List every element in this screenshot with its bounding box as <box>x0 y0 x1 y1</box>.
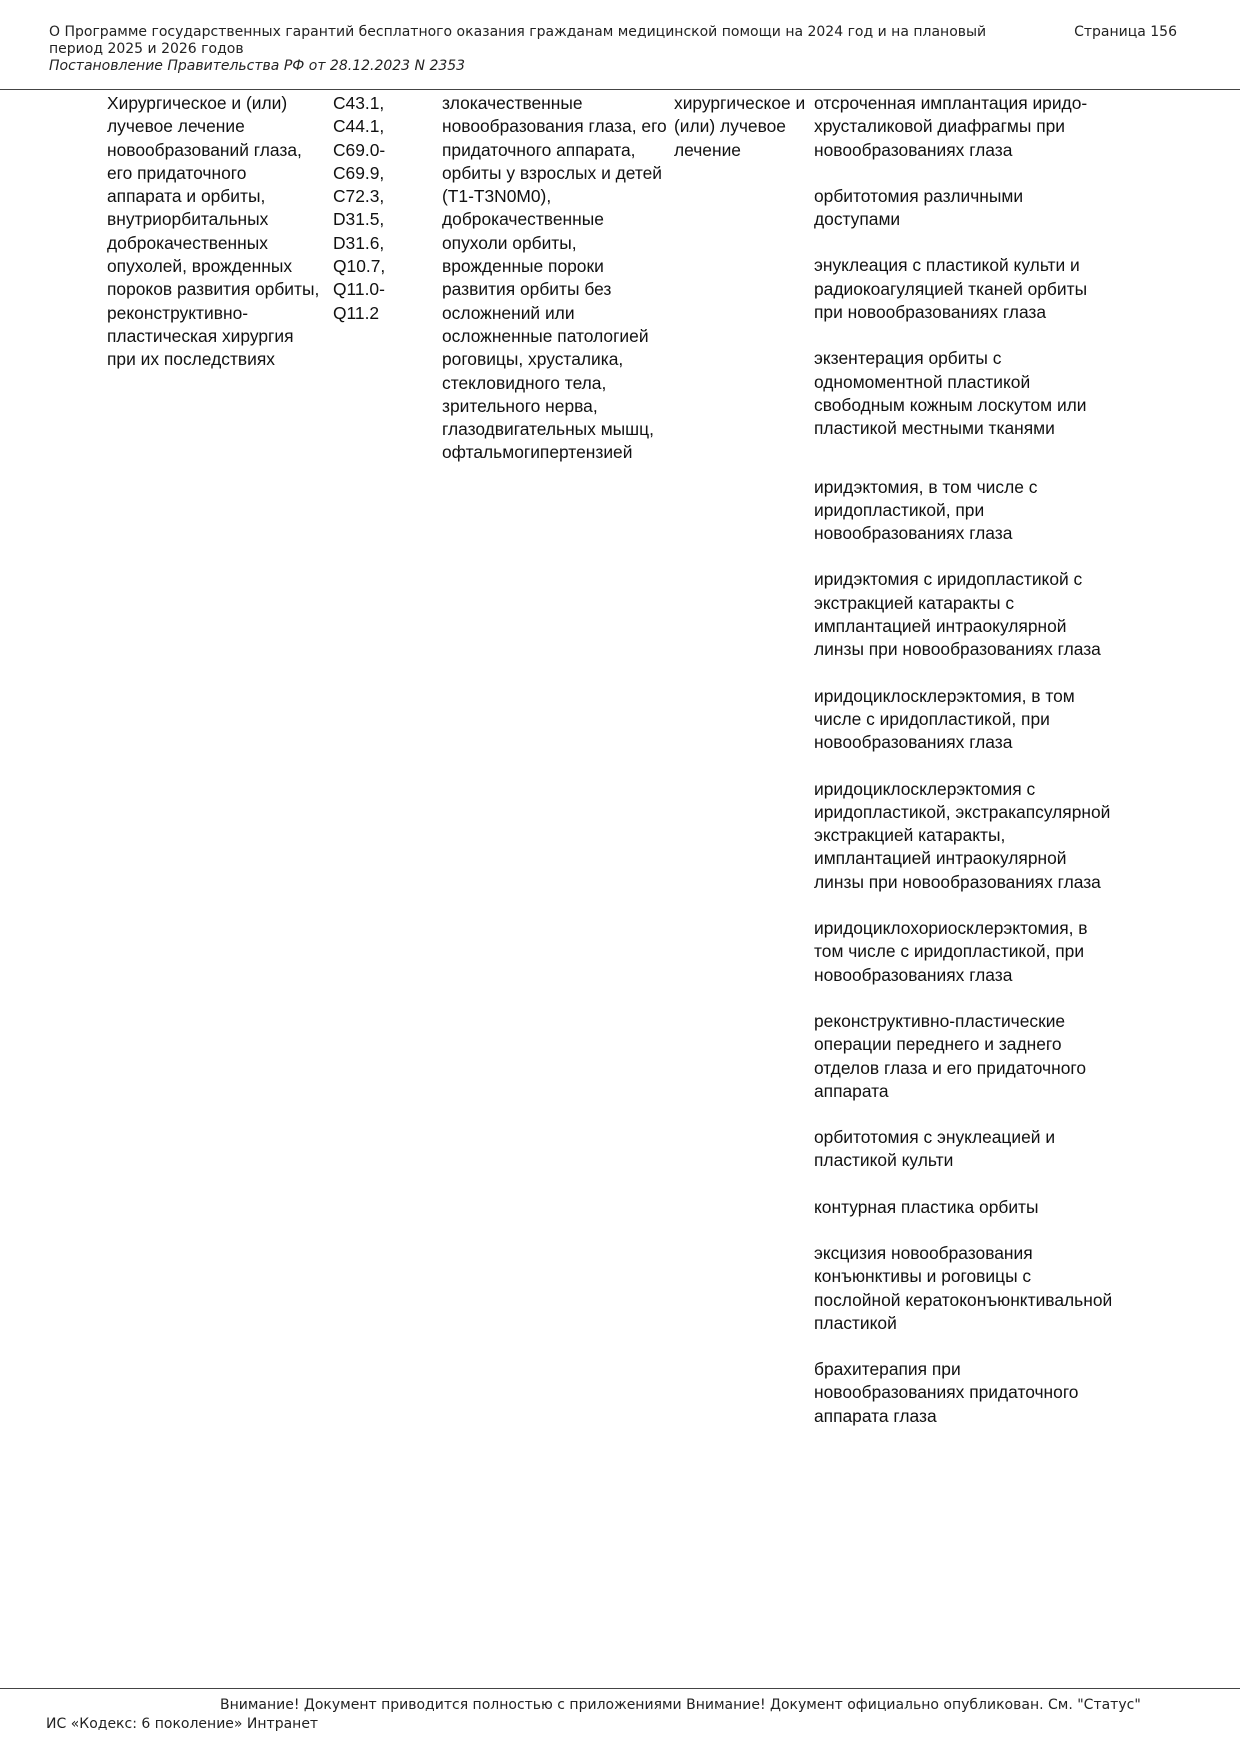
diagnosis-cell: злокачественные новообразования глаза, его придаточного аппарата, орбиты у взрослых и детей (T1-T3N0M0), доброкачественные опухоли орбиты, врожденные пороки развития орбиты без осложнений или осложненные патологией роговицы, хрусталика, стекловидного тела, зрительного нерва, глазодвигательных мышц, офтальмогипертензией <box>442 93 667 463</box>
icd-code: D31.5, <box>333 209 385 230</box>
header-divider <box>0 89 1240 90</box>
procedure-item: орбитотомия с энуклеацией и пластикой культи <box>814 1127 1056 1171</box>
footer-system: ИС «Кодекс: 6 поколение» Интранет <box>46 1716 319 1732</box>
icd-code: C72.3, <box>333 186 385 207</box>
icd-code: C69.9, <box>333 162 385 183</box>
icd-code: Q10.7, <box>333 256 386 277</box>
procedure-item: энуклеация с пластикой культи и радиокоагуляцией тканей орбиты при новообразованиях глаза <box>814 255 1088 323</box>
procedure-item: брахитерапия при новообразованиях придаточного аппарата глаза <box>814 1359 1079 1426</box>
footer-notice: Внимание! Документ приводится полностью с приложениями Внимание! Документ официально опубликован. См. "Статус" <box>220 1697 1141 1713</box>
document-title: О Программе государственных гарантий бесплатного оказания гражданам медицинской помощи на 2024 год и на плановый период 2025 и 2026 годов <box>49 24 987 57</box>
procedure-item: реконструктивно-пластические операции переднего и заднего отделов глаза и его придаточного аппарата <box>814 1010 1087 1101</box>
icd-code: C69.0- <box>333 139 386 160</box>
procedures-cell <box>814 92 1114 1451</box>
procedure-item: иридэктомия с иридопластикой с экстракцией катаракты с имплантацией интраокулярной линзы при новообразованиях глаза <box>814 569 1101 660</box>
footer-divider <box>0 1688 1240 1689</box>
page-number: Страница 156 <box>1074 24 1177 40</box>
procedure-item: отсроченная имплантация иридо-хрусталиковой диафрагмы при новообразованиях глаза <box>814 93 1088 160</box>
icd-code: Q11.0- <box>333 279 385 300</box>
icd-code: Q11.2 <box>333 302 380 323</box>
service-name-cell: Хирургическое и (или) лучевое лечение новообразований глаза, его придаточного аппарата и орбиты, внутриорбитальных доброкачественных опухолей, врожденных пороков развития орбиты, реконструктивно-пластическая хирургия при их последствиях <box>107 93 320 370</box>
page-header <box>49 24 1199 75</box>
icd-codes-cell <box>333 92 423 325</box>
document-subtitle: Постановление Правительства РФ от 28.12.2023 N 2353 <box>49 58 466 74</box>
icd-code: C44.1, <box>333 116 385 137</box>
icd-code: D31.6, <box>333 232 385 253</box>
procedure-item: экзентерация орбиты с одномоментной пластикой свободным кожным лоскутом или пластикой местными тканями <box>814 348 1087 439</box>
procedure-item: орбитотомия различными доступами <box>814 185 1024 230</box>
procedure-item: эксцизия новообразования конъюнктивы и роговицы с послойной кератоконъюнктивальной пластикой <box>814 1242 1113 1333</box>
icd-code: C43.1, <box>333 93 385 113</box>
procedure-item: иридэктомия, в том числе с иридопластикой, при новообразованиях глаза <box>814 476 1038 544</box>
procedure-item: иридоциклохориосклерэктомия, в том числе с иридопластикой, при новообразованиях глаза <box>814 918 1088 985</box>
procedure-item: иридоциклосклерэктомия с иридопластикой, экстракапсулярной экстракцией катаракты, имплантацией интраокулярной линзы при новообразованиях глаза <box>814 778 1111 892</box>
procedure-item: контурная пластика орбиты <box>814 1196 1039 1217</box>
treatment-type-cell: хирургическое и (или) лучевое лечение <box>674 93 806 160</box>
procedure-item: иридоциклосклерэктомия, в том числе с иридопластикой, при новообразованиях глаза <box>814 685 1075 753</box>
